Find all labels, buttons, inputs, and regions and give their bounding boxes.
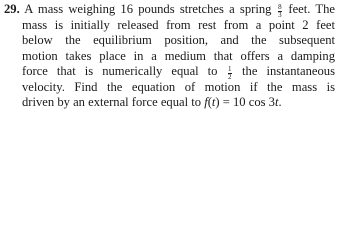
force-close-paren: )	[215, 95, 220, 109]
force-open-paren: (	[207, 95, 212, 109]
line-1-text: A mass weighing 16 pounds stretches a spring	[24, 2, 272, 16]
problem-line-6: velocity. Find the equation of motion if the mass is	[22, 79, 335, 94]
line-7-text: driven by an external force equal to	[22, 95, 202, 109]
line-5-tail: the instantaneous	[242, 64, 336, 78]
line-1-tail: feet. The	[288, 2, 335, 16]
problem-line-1	[4, 2, 335, 18]
problem-number: 29.	[4, 2, 20, 16]
line-7-period: .	[278, 95, 282, 109]
force-expression: = 10 cos 3	[222, 95, 275, 109]
force-variable: t	[211, 95, 216, 109]
stretch-fraction-denominator: 3	[278, 11, 282, 19]
problem-line-5	[4, 64, 335, 80]
line-5-text: force that is numerically equal to	[22, 64, 218, 78]
stretch-fraction-numerator: 8	[278, 3, 282, 11]
force-expression-variable: t	[274, 95, 279, 109]
problem-29	[4, 2, 335, 111]
problem-line-2: mass is initially released from rest from a point 2 feet	[22, 17, 335, 32]
force-function-name: f	[204, 95, 208, 109]
problem-line-3: below the equilibrium position, and the subsequent	[22, 33, 335, 47]
problem-line-7	[4, 95, 335, 111]
problem-line-4: motion takes place in a medium that offers a damping	[22, 48, 335, 63]
damping-fraction-denominator: 2	[228, 73, 232, 81]
damping-fraction	[228, 66, 233, 81]
damping-fraction-numerator: 1	[228, 65, 232, 73]
stretch-fraction	[278, 4, 283, 19]
